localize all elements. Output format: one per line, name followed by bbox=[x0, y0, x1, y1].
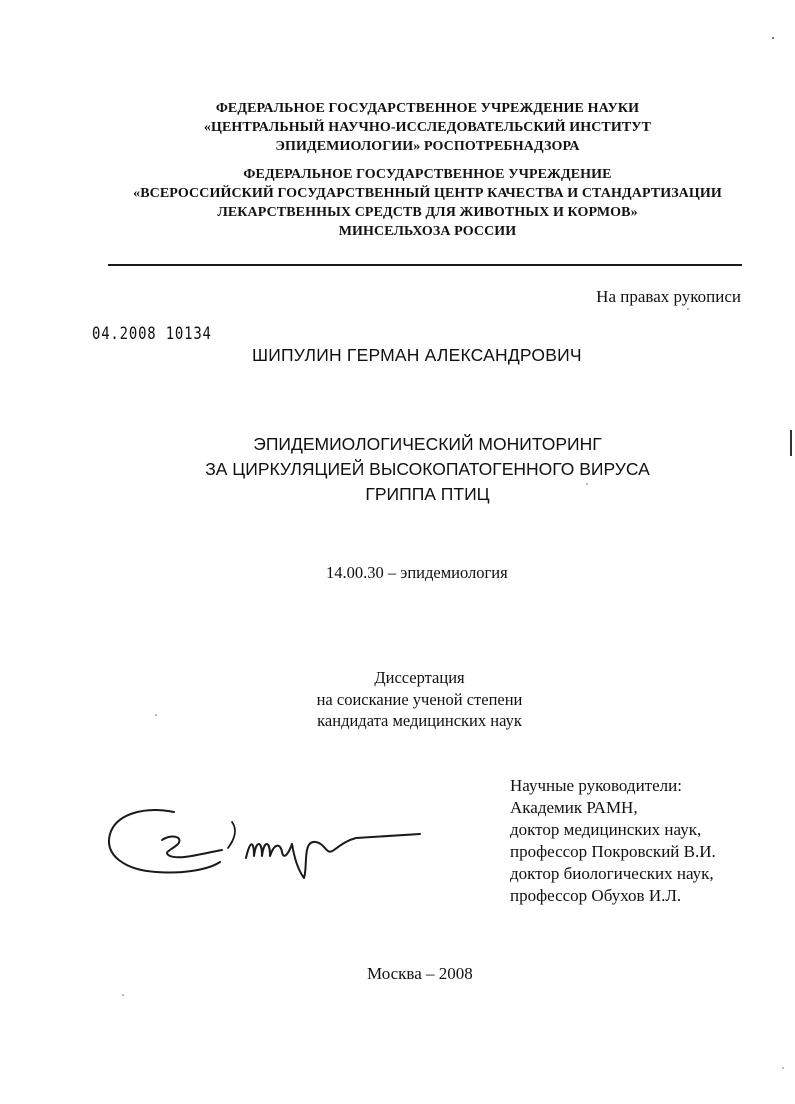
supervisors-line: доктор медицинских наук, bbox=[510, 820, 702, 839]
rights-note: На правах рукописи bbox=[596, 287, 741, 306]
supervisors-line: профессор Покровский В.И. bbox=[510, 842, 716, 861]
registration-stamp: 04.2008 10134 bbox=[92, 324, 212, 344]
supervisors-line: доктор биологических наук, bbox=[510, 864, 714, 883]
supervisors-line: профессор Обухов И.Л. bbox=[510, 886, 682, 905]
author-name: ШИПУЛИН ГЕРМАН АЛЕКСАНДРОВИЧ bbox=[252, 345, 582, 365]
handwritten-signature bbox=[104, 800, 434, 890]
institution-2-header bbox=[30, 165, 795, 241]
institution-1-line: ЭПИДЕМИОЛОГИИ» РОСПОТРЕБНАДЗОРА bbox=[275, 139, 580, 154]
scan-speck bbox=[772, 37, 774, 39]
degree-line: на соискание ученой степени bbox=[316, 689, 523, 709]
title-line: ЭПИДЕМИОЛОГИЧЕСКИЙ МОНИТОРИНГ bbox=[253, 434, 602, 454]
institution-2-line: ФЕДЕРАЛЬНОЕ ГОСУДАРСТВЕННОЕ УЧРЕЖДЕНИЕ bbox=[243, 167, 612, 182]
institution-2-line: «ВСЕРОССИЙСКИЙ ГОСУДАРСТВЕННЫЙ ЦЕНТР КАЧЕСТВА И СТАНДАРТИЗАЦИИ bbox=[133, 186, 722, 201]
institution-1-header bbox=[30, 99, 795, 156]
title-line: ГРИППА ПТИЦ bbox=[365, 484, 490, 504]
degree-statement bbox=[22, 667, 795, 732]
header-divider bbox=[108, 264, 742, 266]
title-line: ЗА ЦИРКУЛЯЦИЕЙ ВЫСОКОПАТОГЕННОГО ВИРУСА bbox=[205, 459, 650, 479]
institution-2-line: ЛЕКАРСТВЕННЫХ СРЕДСТВ ДЛЯ ЖИВОТНЫХ И КОРМОВ» bbox=[217, 205, 638, 220]
supervisors-block bbox=[510, 775, 716, 907]
institution-1-line: ФЕДЕРАЛЬНОЕ ГОСУДАРСТВЕННОЕ УЧРЕЖДЕНИЕ НАУКИ bbox=[215, 101, 640, 116]
supervisors-line: Научные руководители: bbox=[510, 776, 682, 795]
institution-2-line: МИНСЕЛЬХОЗА РОССИИ bbox=[338, 224, 517, 239]
degree-line: Диссертация bbox=[374, 668, 465, 687]
dissertation-title bbox=[30, 432, 795, 507]
scan-speck bbox=[122, 994, 124, 996]
degree-line: кандидата медицинских наук bbox=[317, 711, 522, 730]
supervisors-line: Академик РАМН, bbox=[510, 798, 638, 817]
scan-speck bbox=[782, 1067, 784, 1069]
specialty-code: 14.00.30 – эпидемиология bbox=[326, 563, 508, 582]
scan-speck bbox=[687, 308, 689, 310]
institution-1-line: «ЦЕНТРАЛЬНЫЙ НАУЧНО-ИССЛЕДОВАТЕЛЬСКИЙ ИНСТИТУТ bbox=[203, 120, 652, 135]
city-year: Москва – 2008 bbox=[367, 964, 473, 983]
